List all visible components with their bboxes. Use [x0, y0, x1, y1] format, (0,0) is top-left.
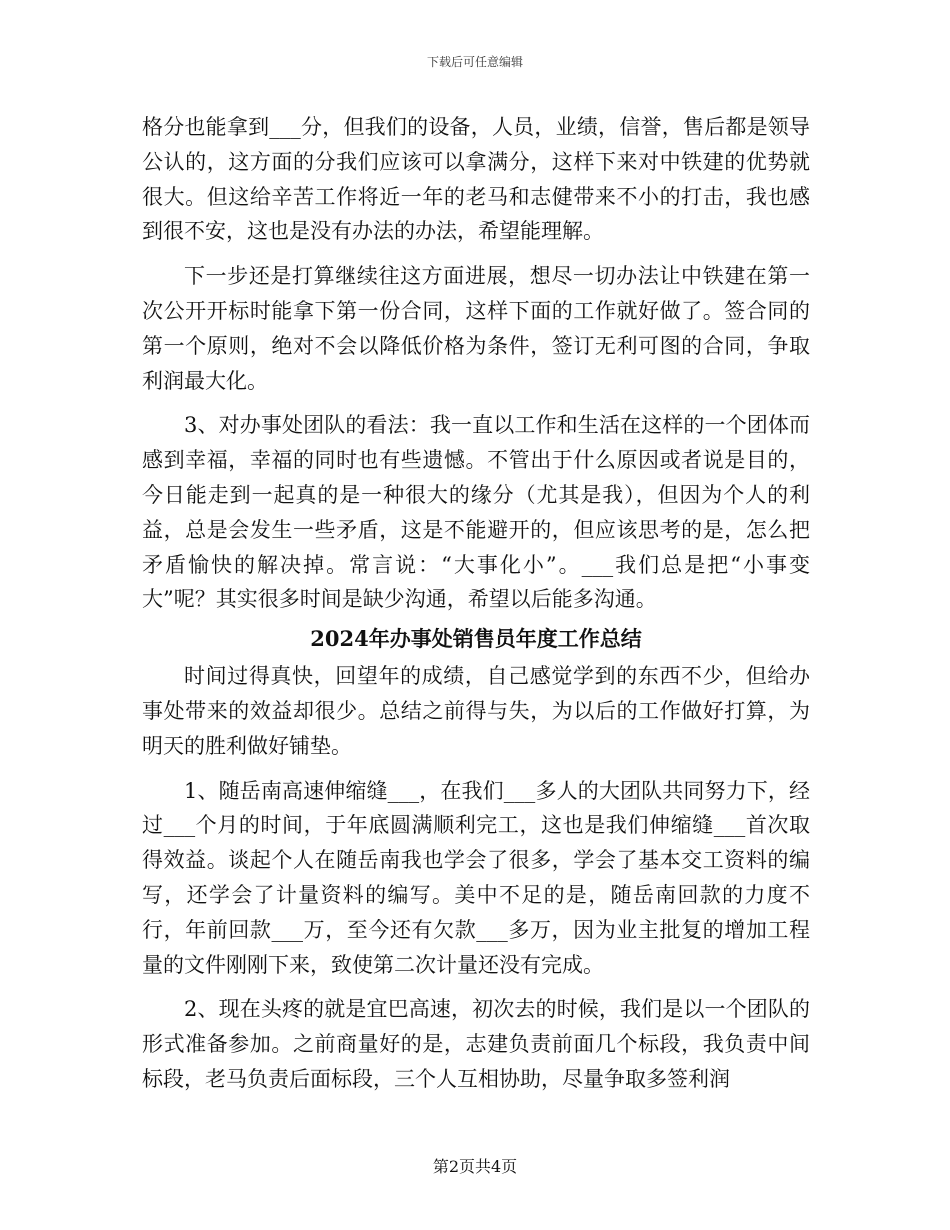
paragraph: 时间过得真快，回望年的成绩，自己感觉学到的东西不少，但给办事处带来的效益却很少。总结之前得与失，为以后的工作做好打算，为明天的胜利做好铺垫。	[142, 664, 810, 758]
paragraph: 3、对办事处团队的看法：我一直以工作和生活在这样的一个团体而感到幸福，幸福的同时也有些遗憾。不管出于什么原因或者说是目的，今日能走到一起真的是一种很大的缘分（尤其是我），但因为个人的利益，总是会发生一些矛盾，这是不能避开的，但应该思考的是，怎么把矛盾愉快的解决掉。常言说：“大事化小”。___我们总是把“小事变大”呢？其实很多时间是缺少沟通，希望以后能多沟通。	[142, 413, 810, 612]
document-body	[142, 110, 810, 1097]
page-number: 第2页共4页	[432, 1157, 518, 1176]
paragraph: 2、现在头疼的就是宜巴高速，初次去的时候，我们是以一个团队的形式准备参加。之前商量好的是，志建负责前面几个标段，我负责中间标段，老马负责后面标段，三个人互相协助，尽量争取多签利润	[142, 997, 810, 1091]
page-header-note: 下载后可任意编辑	[426, 55, 523, 69]
paragraph-continued: 格分也能拿到___分，但我们的设备，人员，业绩，信誉，售后都是领导公认的，这方面的分我们应该可以拿满分，这样下来对中铁建的优势就很大。但这给辛苦工作将近一年的老马和志健带来不小的打击，我也感到很不安，这也是没有办法的办法，希望能理解。	[142, 115, 810, 244]
paragraph: 1、随岳南高速伸缩缝___，在我们___多人的大团队共同努力下，经过___个月的时间，于年底圆满顺利完工，这也是我们伸缩缝___首次取得效益。谈起个人在随岳南我也学会了很多，学会了基本交工资料的编写，还学会了计量资料的编写。美中不足的是，随岳南回款的力度不行，年前回款___万，至今还有欠款___多万，因为业主批复的增加工程量的文件刚刚下来，致使第二次计量还没有完成。	[142, 778, 810, 977]
section-title: 2024年办事处销售员年度工作总结	[310, 626, 642, 652]
paragraph: 下一步还是打算继续往这方面进展，想尽一切办法让中铁建在第一次公开开标时能拿下第一份合同，这样下面的工作就好做了。签合同的第一个原则，绝对不会以降低价格为条件，签订无利可图的合同，争取利润最大化。	[142, 264, 810, 393]
